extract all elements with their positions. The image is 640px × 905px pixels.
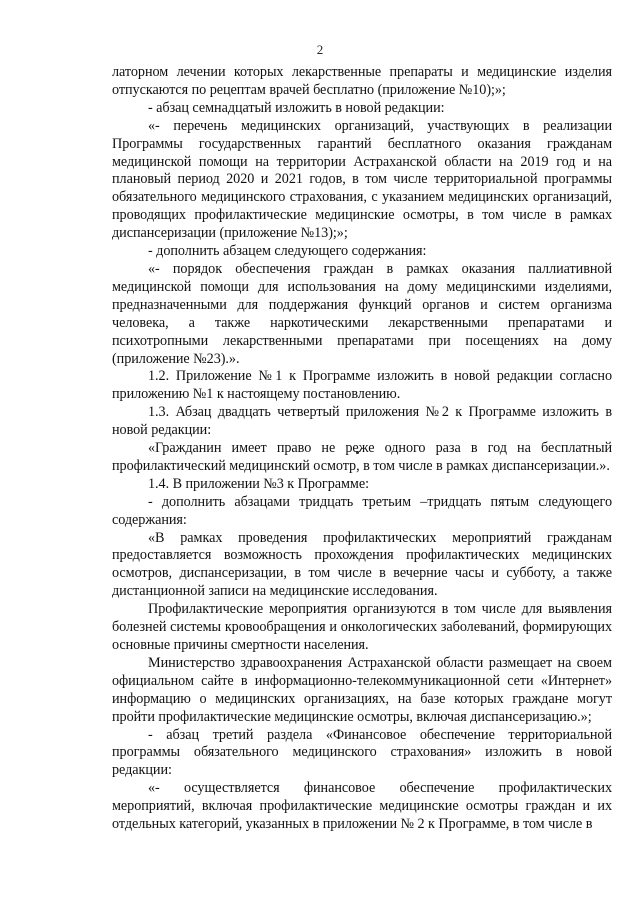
paragraph: - абзац семнадцатый изложить в новой редакции: [148,99,445,116]
paragraph: «В рамках проведения профилактических мероприятий гражданам предоставляется возможность прохождения профилактических медицинских осмотров, диспансеризации, в том числе в вечерние часы и субботу, а также дистанционной записи на медицинские исследования. [112,529,612,600]
paragraph: - дополнить абзацами тридцать третьим –тридцать пятым следующего содержания: [112,493,612,528]
paragraph: - дополнить абзацем следующего содержания: [148,243,427,260]
page-number: 2 [316,42,324,57]
paragraph: 1.4. В приложении №3 к Программе: [148,475,369,492]
paragraph: «- порядок обеспечения граждан в рамках оказания паллиативной медицинской помощи для использования на дому медицинскими изделиями, предназначенными для поддержания функций органов и систем организма человека, а также наркотическими лекарственными препаратами и психотропными лекарственными препаратами при посещениях на дому (приложение №23).». [112,260,612,367]
paragraph: Профилактические мероприятия организуются в том числе для выявления болезней системы кровообращения и онкологических заболеваний, формирующих основные причины смертности населения. [112,601,612,653]
paragraph: 1.3. Абзац двадцать четвертый приложения №2 к Программе изложить в новой редакции: [112,404,612,439]
paragraph: - абзац третий раздела «Финансовое обеспечение территориальной программы обязательного медицинского страхования» изложить в новой редакции: [112,726,612,779]
paragraph: 1.2. Приложение №1 к Программе изложить в новой редакции согласно приложению №1 к настоящему постановлению. [112,368,612,403]
paragraph: латорном лечении которых лекарственные препараты и медицинские изделия отпускаются по рецептам врачей бесплатно (приложение №10);»; [112,64,612,98]
document-body [112,64,612,834]
paragraph: «- осуществляется финансовое обеспечение профилактических мероприятий, включая профилактические медицинские осмотры граждан и их отдельных категорий, указанных в приложении № 2 к Программе, в том числе в [112,780,612,833]
paragraph: «Гражданин имеет право не реже одного раза в год на бесплатный профилактический медицинский осмотр, в том числе в рамках диспансеризации.». [112,440,612,474]
paragraph: «- перечень медицинских организаций, участвующих в реализации Программы государственных гарантий бесплатного оказания гражданам медицинской помощи на территории Астраханской области на 2019 год и на плановый период 2020 и 2021 годов, в том числе территориальной программы обязательного медицинского страхования, с указанием медицинских организаций, проводящих профилактические медицинские осмотры, в том числе в рамках диспансеризации (приложение №13);»; [112,117,612,242]
paragraph: Министерство здравоохранения Астраханской области размещает на своем официальном сайте в информационно-телекоммуникационной сети «Интернет» информацию о медицинских организациях, на базе которых граждане могут пройти профилактические медицинские осмотры, включая диспансеризацию.»; [112,654,612,725]
